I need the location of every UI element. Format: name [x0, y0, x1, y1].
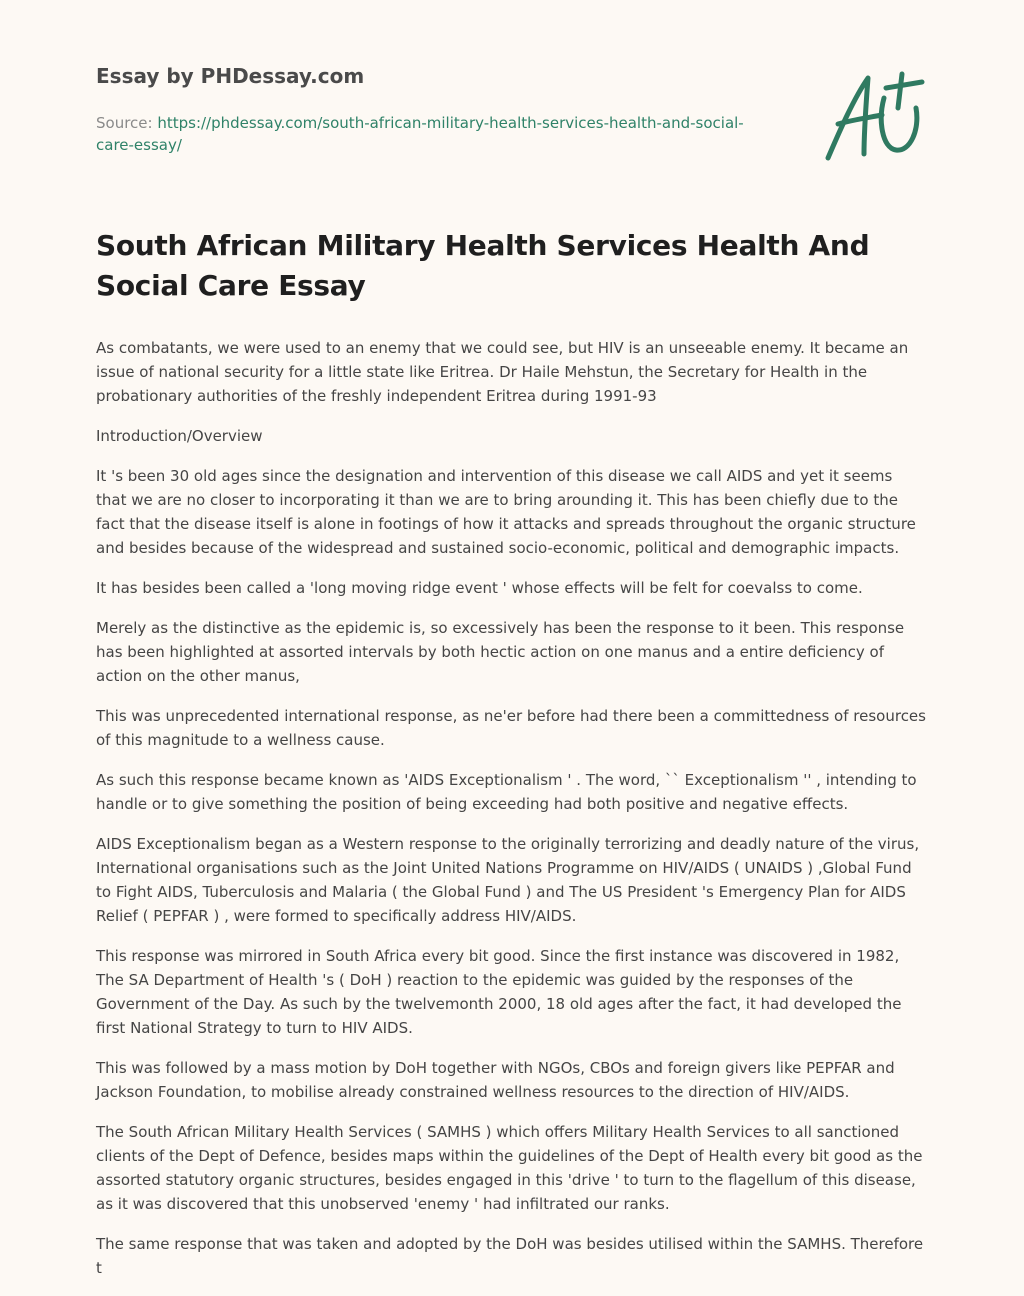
paragraph: AIDS Exceptionalism began as a Western response to the originally terrorizing and deadly nature of the virus, International organisations such as the Joint United Nations Programme on HIV/AIDS ( UNAIDS ) ,Global Fund to Fight AIDS, Tuberculosis and Malaria ( the Global Fund ) and The US President 's Emergency Plan for AIDS Relief ( PEPFAR ) , were formed to specifically address HIV/AIDS. — [96, 835, 920, 925]
essay-page — [96, 0, 926, 1296]
site-title: Essay by PHDessay.com — [96, 64, 365, 88]
page-header — [96, 0, 926, 190]
paragraph: The South African Military Health Services ( SAMHS ) which offers Military Health Services to all sanctioned clients of the Dept of Defence, besides maps within the guidelines of the Dept of Health every bit good as the assorted statutory organic structures, besides engaged in this 'drive ' to turn to the flagellum of this disease, as it was discovered that this unobserved 'enemy ' had infiltrated our ranks. — [96, 1123, 923, 1213]
paragraph: As such this response became known as 'AIDS Exceptionalism ' . The word, `` Exceptionalism '' , intending to handle or to give something the position of being exceeding had both positive and negative effects. — [96, 771, 917, 813]
paragraph: As combatants, we were used to an enemy that we could see, but HIV is an unseeable enemy. It became an issue of national security for a little state like Eritrea. Dr Haile Mehstun, the Secretary for Health in the probationary authorities of the freshly independent Eritrea during 1991-93 — [96, 339, 909, 405]
paragraph: Merely as the distinctive as the epidemic is, so excessively has been the response to it been. This response has been highlighted at assorted intervals by both hectic action on one manus and a entire deficiency of action on the other manus, — [96, 619, 905, 685]
source-link[interactable]: https://phdessay.com/south-african-military-health-services-health-and-social-care-essay/ — [96, 114, 744, 154]
source-label: Source: — [96, 114, 158, 132]
section-heading: Introduction/Overview — [96, 427, 263, 445]
a-plus-logo-icon — [822, 68, 926, 164]
paragraph: It 's been 30 old ages since the designation and intervention of this disease we call AIDS and yet it seems that we are no closer to incorporating it than we are to bring arounding it. This has been chiefly due to the fact that the disease itself is alone in footings of how it attacks and spreads throughout the organic structure and besides because of the widespread and sustained socio-economic, political and demographic impacts. — [96, 467, 916, 557]
paragraph: This was unprecedented international response, as ne'er before had there been a committedness of resources of this magnitude to a wellness cause. — [96, 707, 926, 749]
paragraph: This was followed by a mass motion by DoH together with NGOs, CBOs and foreign givers like PEPFAR and Jackson Foundation, to mobilise already constrained wellness resources to the direction of HIV/AIDS. — [96, 1059, 895, 1101]
document-title: South African Military Health Services Health And Social Care Essay — [96, 229, 870, 302]
paragraph: The same response that was taken and adopted by the DoH was besides utilised within the SAMHS. Therefore t — [96, 1235, 924, 1277]
paragraph: This response was mirrored in South Africa every bit good. Since the first instance was discovered in 1982, The SA Department of Health 's ( DoH ) reaction to the epidemic was guided by the responses of the Government of the Day. As such by the twelvemonth 2000, 18 old ages after the fact, it had developed the first National Strategy to turn to HIV AIDS. — [96, 947, 902, 1037]
paragraph: It has besides been called a 'long moving ridge event ' whose effects will be felt for coevalss to come. — [96, 579, 863, 597]
source-line — [96, 112, 756, 156]
essay-body — [96, 336, 926, 1280]
